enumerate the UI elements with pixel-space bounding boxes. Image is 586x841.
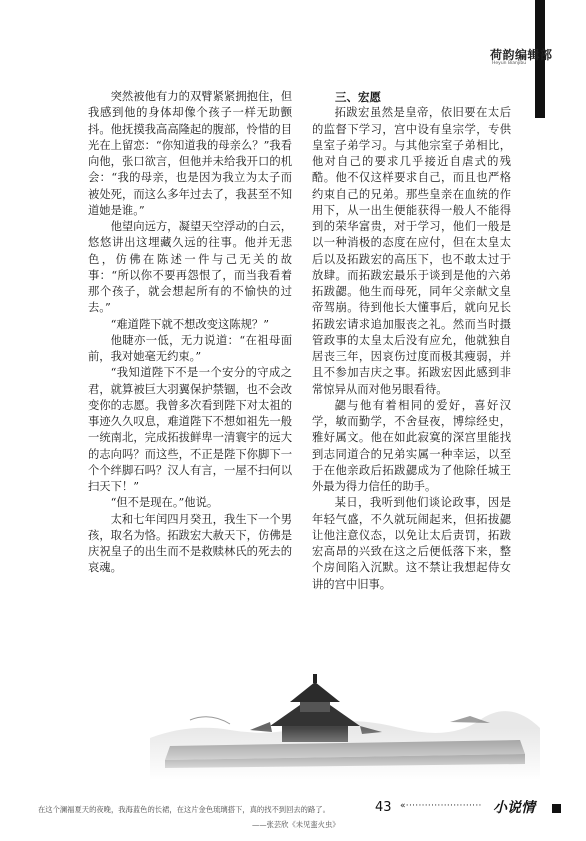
column-header bbox=[490, 46, 553, 72]
paragraph: 他睫亦一低，无力说道：“在祖母面前，我对她毫无约束。” bbox=[88, 333, 292, 363]
square-icon bbox=[552, 804, 561, 813]
column-subtitle: Heyun Bianjibu bbox=[492, 61, 527, 66]
palace-illustration bbox=[150, 668, 540, 780]
column-title: 荷韵编辑部 bbox=[490, 48, 553, 62]
paragraph: 勰与他有着相同的爱好，喜好汉学，敏而勤学，不舍昼夜，博综经史，雅好属文。他在如此寂寞的深宫里能找到志同道合的兄弟实属一种幸运，以至于在他亲政后拓跋勰成为了他除任城王外最为得力信任的助手。 bbox=[312, 398, 511, 493]
paragraph: 他望向远方，凝望天空浮动的白云，悠悠讲出这埋藏久远的往事。他并无悲色，仿佛在陈述一件与己无关的故事：“所以你不要再怨恨了，而当我看着那个孩子，就会想起所有的不愉快的过去。” bbox=[88, 220, 292, 315]
footer-decoration: «························ bbox=[400, 801, 482, 811]
footer-quote: 在这个澜福夏天的夜晚，我海蓝色的长裙，在这片金色琉璃搭下，真的找不到回去的路了。 bbox=[38, 805, 330, 814]
paragraph: 突然被他有力的双臂紧紧拥抱住，但我感到他的身体却像个孩子一样无助颤抖。他抚摸我高高隆起的腹部，怜惜的目光在上留恋：“你知道我的母亲么？”我看向他，张口欲言，但他并未给我开口的机会：“我的母亲，也是因为我立为太子而被处死，而这么多年过去了，我甚至不知道她是谁。” bbox=[88, 90, 292, 217]
paragraph: “但不是现在。”他说。 bbox=[110, 496, 219, 510]
paragraph: “难道陛下就不想改变这陈规？” bbox=[110, 317, 270, 331]
paragraph: 某日，我听到他们谈论政事，因是年轻气盛，不久就玩闹起来，但拓拔勰让他注意仪态，以免让太后责罚，拓跋宏高昂的兴致在这之后便低落下来，整个房间陷入沉默。这不禁让我想起侍女讲的宫中旧事。 bbox=[312, 496, 511, 591]
section-heading: 三、宏愿 bbox=[335, 90, 381, 104]
page-footer bbox=[38, 795, 558, 835]
magazine-name: 小说情 bbox=[493, 800, 535, 816]
paragraph: “我知道陛下不是一个安分的守成之君，就算被巨大羽翼保护禁锢，也不会改变你的志愿。我曾多次看到陛下对太祖的事迹久久叹息，难道陛下不想如祖先一般一统南北，完成拓拔鲜卑一清寰宇的远大的志向吗？而这些，不正是陛下你脚下一个个绊脚石吗？汉人有言，一屋不扫何以扫天下！” bbox=[88, 366, 292, 493]
page-number: 43 bbox=[375, 800, 392, 815]
paragraph: 太和七年闰四月癸丑，我生下一个男孩，取名为恪。拓跋宏大赦天下，仿佛是庆祝皇子的出生而不是救赎林氏的死去的哀魂。 bbox=[88, 512, 292, 575]
right-column bbox=[312, 89, 511, 593]
paragraph: 拓跋宏虽然是皇帝，依旧要在太后的监督下学习，宫中设有皇宗学，专供皇室子弟学习。与其他宗室子弟相比，他对自己的要求几乎接近自虐式的残酷。他不仅这样要求自己，而且也严格约束自己的兄弟。那些皇亲在血统的作用下，从一出生便能获得一般人不能得到的荣华富贵，对于学习，他们一般是以一种消极的态度在应付，但在太皇太后以及拓跋宏的高压下，也不敢太过于放肆。而拓跋宏最乐于谈到是他的六弟拓跋勰。他生而母死，同年父亲献文皇帝驾崩。待到他长大懂事后，就向兄长拓跋宏请求追加服丧之礼。然而当时摄管政事的太皇太后没有应允，他就独自居丧三年，因哀伤过度而极其瘦弱，并且不参加吉庆之事。拓跋宏因此感到非常惊异从而对他另眼看待。 bbox=[312, 106, 511, 396]
left-column bbox=[88, 89, 292, 577]
footer-source: ——张芸欣《未见蛮火虫》 bbox=[252, 820, 340, 829]
